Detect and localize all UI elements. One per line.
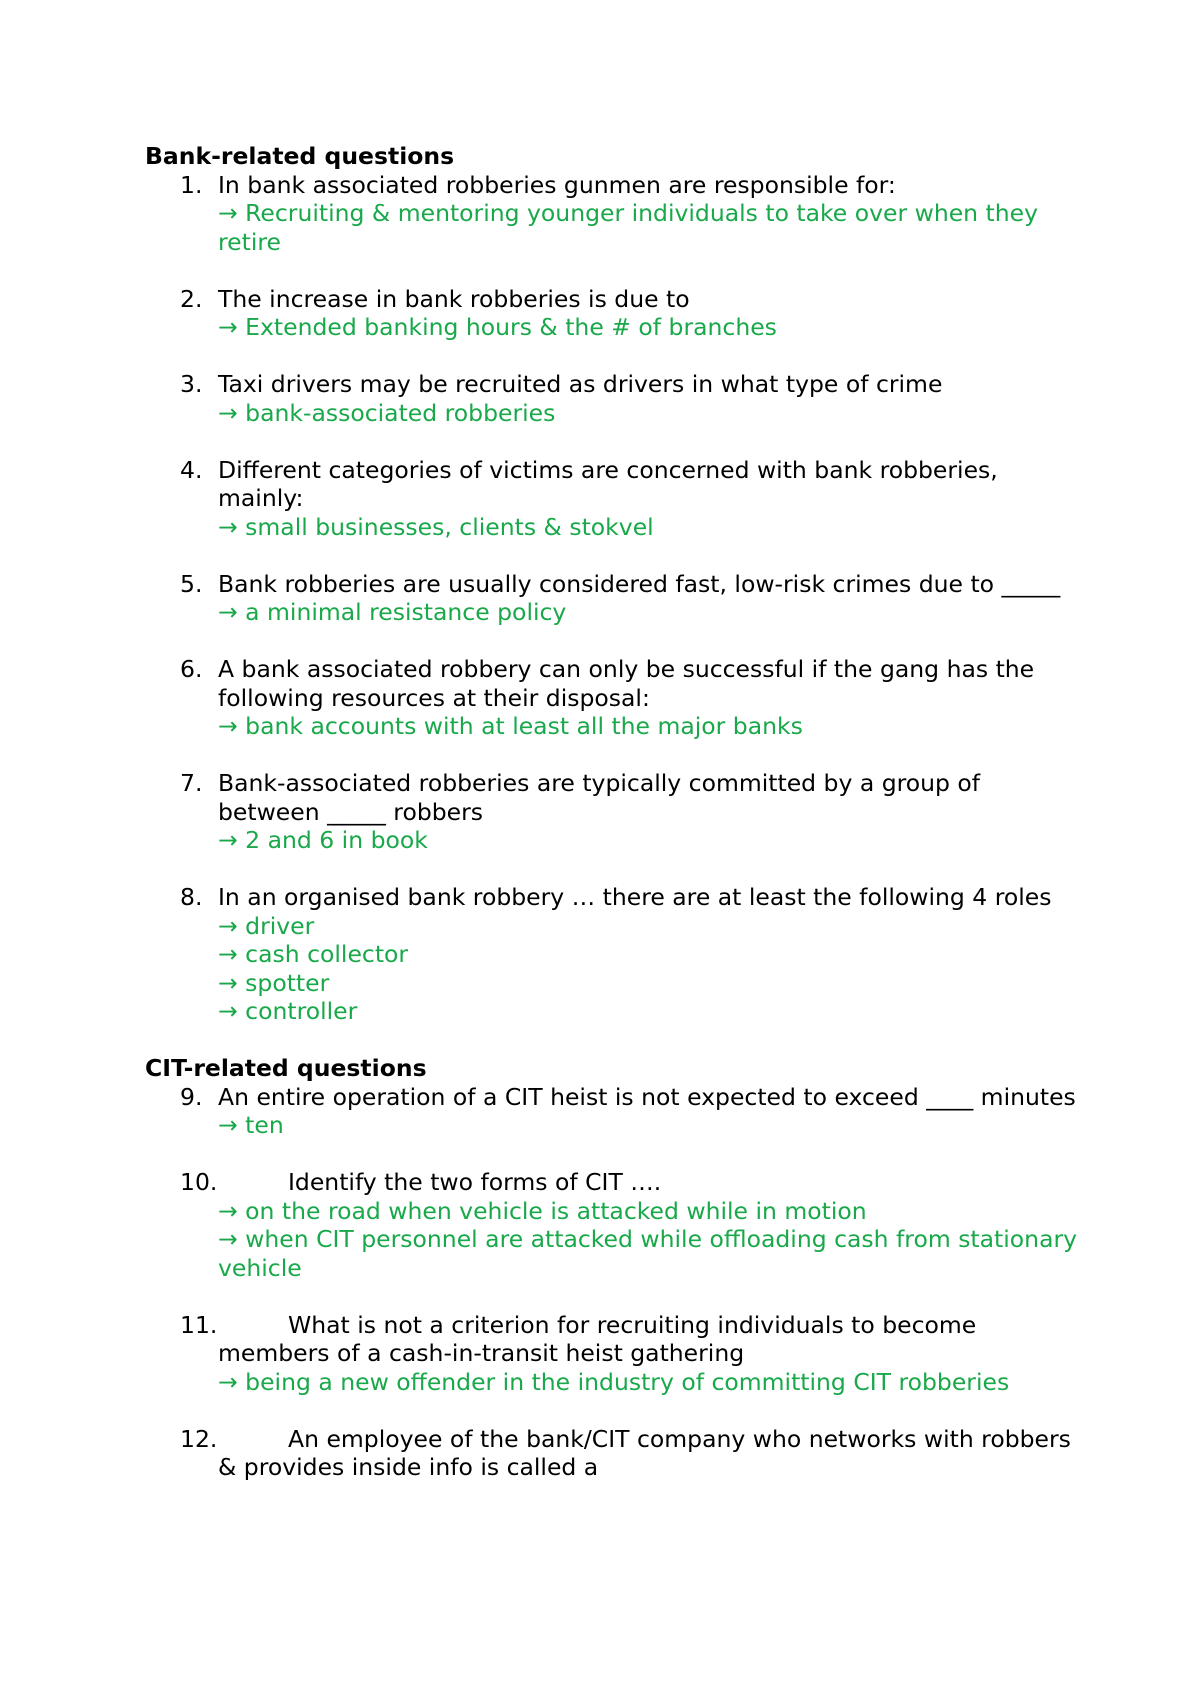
answer: → ten [218, 1111, 284, 1139]
answer: → controller [218, 997, 358, 1025]
question-1 [145, 171, 1085, 257]
question-text: A bank associated robbery can only be successful if the gang has the following resources at their disposal: [218, 655, 1035, 712]
question-text: An employee of the bank/CIT company who networks with robbers & provides inside info is called a [218, 1424, 1071, 1481]
question-text: Different categories of victims are concerned with bank robberies, mainly: [218, 455, 998, 512]
section-title-cit: CIT-related questions [145, 1054, 427, 1082]
question-4 [145, 456, 1085, 542]
question-number: 1. [180, 170, 203, 199]
question-number: 4. [180, 455, 203, 484]
question-number: 7. [180, 769, 203, 797]
answer: → Extended banking hours & the # of branches [218, 313, 777, 341]
answer: → small businesses, clients & stokvel [218, 512, 654, 541]
answer: → driver [218, 911, 315, 940]
question-number: 10. [180, 1168, 218, 1196]
answer: → cash collector [218, 940, 409, 968]
answer: → when CIT personnel are attacked while offloading cash from stationary vehicle [218, 1225, 1078, 1282]
answer: → a minimal resistance policy [218, 598, 567, 626]
question-number: 8. [180, 883, 203, 911]
answer: → bank-associated robberies [218, 398, 556, 427]
question-3 [145, 370, 1085, 427]
question-text: Taxi drivers may be recruited as drivers in what type of crime [218, 370, 943, 398]
question-number: 3. [180, 370, 203, 398]
question-5 [145, 570, 1085, 627]
answer: → on the road when vehicle is attacked while in motion [218, 1196, 867, 1225]
answer: → spotter [218, 968, 330, 997]
answer: → being a new offender in the industry of committing CIT robberies [218, 1367, 1010, 1396]
question-text: In an organised bank robbery … there are at least the following 4 roles [218, 883, 1052, 911]
question-text: What is not a criterion for recruiting individuals to become members of a cash-in-transit heist gathering [218, 1310, 977, 1367]
question-12 [145, 1425, 1085, 1482]
question-8 [145, 883, 1085, 1026]
question-6 [145, 655, 1085, 741]
answer: → Recruiting & mentoring younger individuals to take over when they retire [218, 199, 1039, 256]
question-text: Identify the two forms of CIT …. [288, 1168, 662, 1196]
question-number: 5. [180, 569, 203, 598]
question-7 [145, 769, 1085, 855]
question-11 [145, 1311, 1085, 1397]
question-number: 9. [180, 1082, 203, 1111]
question-2 [145, 285, 1085, 342]
question-text: Bank-associated robberies are typically committed by a group of between _____ robbers [218, 769, 981, 826]
question-text: An entire operation of a CIT heist is not expected to exceed ____ minutes [218, 1082, 1076, 1111]
document-page [145, 142, 1085, 1482]
question-number: 11. [180, 1310, 218, 1339]
question-number: 2. [180, 284, 203, 313]
question-text: The increase in bank robberies is due to [218, 284, 690, 313]
question-9 [145, 1083, 1085, 1140]
question-10 [145, 1168, 1085, 1282]
answer: → 2 and 6 in book [218, 826, 428, 854]
section-title-bank: Bank-related questions [145, 142, 455, 170]
question-text: In bank associated robberies gunmen are responsible for: [218, 170, 896, 199]
question-text: Bank robberies are usually considered fast, low-risk crimes due to _____ [218, 569, 1061, 598]
answer: → bank accounts with at least all the major banks [218, 712, 803, 740]
question-number: 6. [180, 655, 203, 683]
question-number: 12. [180, 1424, 218, 1453]
